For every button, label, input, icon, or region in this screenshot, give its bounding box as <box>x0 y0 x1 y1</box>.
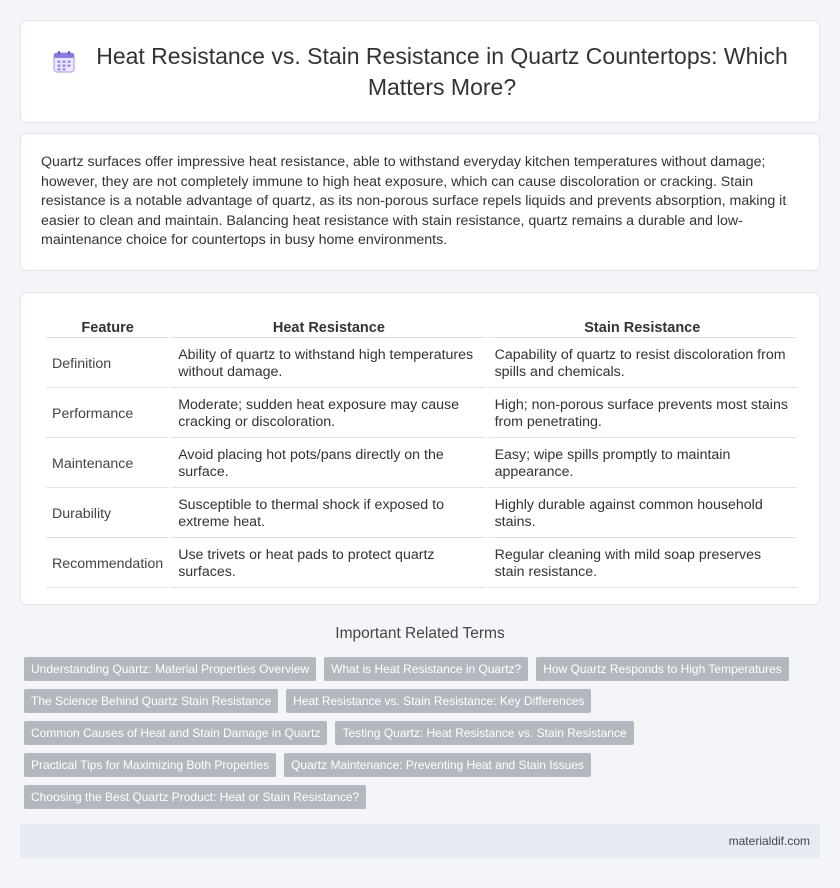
related-terms-list <box>24 657 814 809</box>
stain-cell: Easy; wipe spills promptly to maintain appearance. <box>489 440 796 488</box>
related-term-tag[interactable]: What is Heat Resistance in Quartz? <box>324 657 528 681</box>
related-terms-heading: Important Related Terms <box>335 625 505 642</box>
related-term-tag[interactable]: Quartz Maintenance: Preventing Heat and Stain Issues <box>284 753 591 777</box>
header-feature: Feature <box>46 315 169 338</box>
related-term-tag[interactable]: Common Causes of Heat and Stain Damage in Quartz <box>24 721 327 745</box>
related-term-tag[interactable]: How Quartz Responds to High Temperatures <box>536 657 789 681</box>
related-term-tag[interactable]: Understanding Quartz: Material Properties Overview <box>24 657 316 681</box>
table-header-row <box>46 315 796 338</box>
page-title: Heat Resistance vs. Stain Resistance in Quartz Countertops: Which Matters More? <box>96 42 788 100</box>
table-row <box>46 540 796 588</box>
header-card <box>20 20 820 123</box>
related-term-tag[interactable]: Choosing the Best Quartz Product: Heat or Stain Resistance? <box>24 785 366 809</box>
feature-cell: Maintenance <box>46 440 169 488</box>
site-name[interactable]: materialdif.com <box>728 834 810 848</box>
intro-paragraph: Quartz surfaces offer impressive heat resistance, able to withstand everyday kitchen temperatures without damage; however, they are not completely immune to high heat exposure, which can cause discoloration or cracking. Stain resistance is a notable advantage of quartz, as its non-porous surface repels liquids and prevents absorption, making it easier to clean and maintain. Balancing heat resistance with stain resistance, quartz remains a durable and low-maintenance choice for countertops in busy home environments. <box>41 154 787 249</box>
related-term-tag[interactable]: Heat Resistance vs. Stain Resistance: Key Differences <box>286 689 591 713</box>
stain-cell: High; non-porous surface prevents most stains from penetrating. <box>489 390 796 438</box>
intro-card <box>20 133 820 271</box>
table-row <box>46 340 796 388</box>
heat-cell: Ability of quartz to withstand high temperatures without damage. <box>172 340 485 388</box>
related-term-tag[interactable]: Practical Tips for Maximizing Both Properties <box>24 753 276 777</box>
stain-cell: Capability of quartz to resist discoloration from spills and chemicals. <box>489 340 796 388</box>
calendar-icon <box>51 49 77 75</box>
footer <box>20 824 820 858</box>
header-heat-resistance: Heat Resistance <box>172 315 485 338</box>
comparison-table-card <box>20 292 820 605</box>
heat-cell: Moderate; sudden heat exposure may cause cracking or discoloration. <box>172 390 485 438</box>
table-row <box>46 490 796 538</box>
heat-cell: Use trivets or heat pads to protect quartz surfaces. <box>172 540 485 588</box>
heat-cell: Susceptible to thermal shock if exposed to extreme heat. <box>172 490 485 538</box>
feature-cell: Recommendation <box>46 540 169 588</box>
feature-cell: Durability <box>46 490 169 538</box>
feature-cell: Performance <box>46 390 169 438</box>
heat-cell: Avoid placing hot pots/pans directly on the surface. <box>172 440 485 488</box>
related-term-tag[interactable]: Testing Quartz: Heat Resistance vs. Stain Resistance <box>335 721 633 745</box>
table-row <box>46 440 796 488</box>
header-stain-resistance: Stain Resistance <box>489 315 796 338</box>
stain-cell: Regular cleaning with mild soap preserves stain resistance. <box>489 540 796 588</box>
related-term-tag[interactable]: The Science Behind Quartz Stain Resistance <box>24 689 278 713</box>
table-row <box>46 390 796 438</box>
comparison-table <box>43 313 799 590</box>
stain-cell: Highly durable against common household stains. <box>489 490 796 538</box>
feature-cell: Definition <box>46 340 169 388</box>
